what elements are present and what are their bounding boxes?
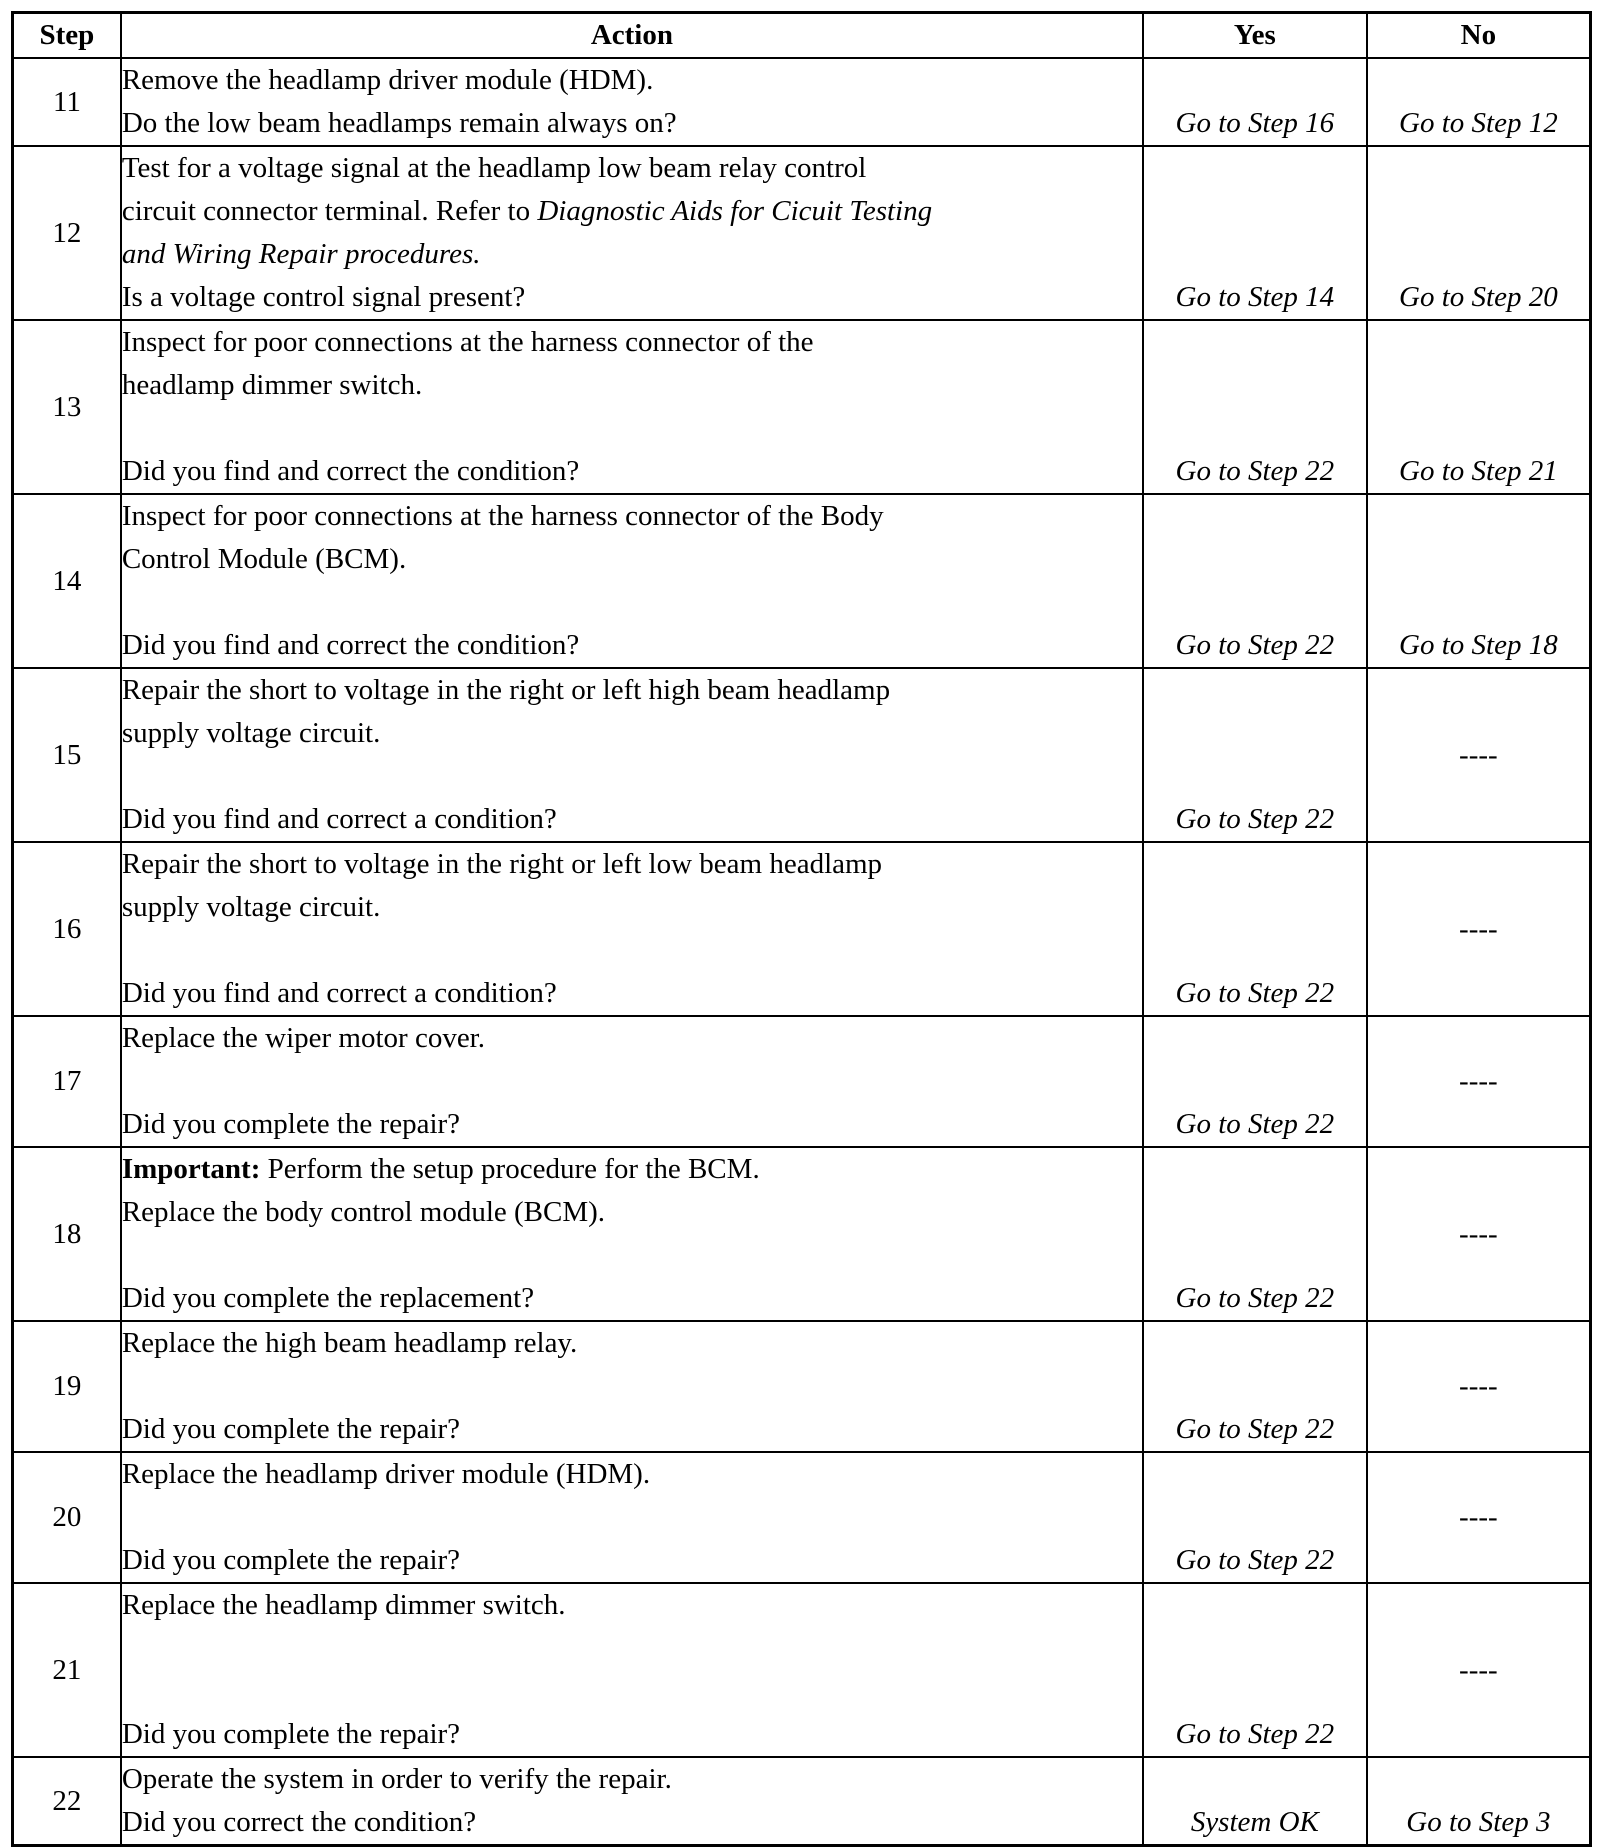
action-question: Did you complete the replacement? xyxy=(121,1282,535,1314)
yes-result: Go to Step 22 xyxy=(1143,1016,1367,1147)
important-note xyxy=(122,1148,1142,1191)
action-line: headlamp dimmer switch. xyxy=(121,369,423,401)
action-line: Replace the body control module (BCM). xyxy=(121,1196,606,1228)
action-cell xyxy=(121,494,1143,668)
step-number: 16 xyxy=(13,842,121,1016)
important-text: Perform the setup procedure for the BCM. xyxy=(260,1153,760,1185)
no-result: Go to Step 12 xyxy=(1367,58,1591,146)
action-cell xyxy=(121,320,1143,494)
action-line: Repair the short to voltage in the right or left high beam headlamp xyxy=(121,674,891,706)
no-result-empty: ---- xyxy=(1367,1321,1591,1452)
action-line: Replace the headlamp driver module (HDM). xyxy=(121,1458,651,1490)
action-line: Repair the short to voltage in the right or left low beam headlamp xyxy=(121,848,883,880)
table-row xyxy=(13,320,1591,494)
yes-result: Go to Step 22 xyxy=(1143,842,1367,1016)
table-row xyxy=(13,1757,1591,1846)
table-row xyxy=(13,1147,1591,1321)
important-label: Important: xyxy=(121,1153,261,1185)
action-question: Is a voltage control signal present? xyxy=(121,281,526,313)
action-line: supply voltage circuit. xyxy=(121,891,381,923)
action-line: Test for a voltage signal at the headlamp low beam relay control xyxy=(121,152,867,184)
table-row xyxy=(13,58,1591,146)
step-number: 12 xyxy=(13,146,121,320)
action-question: Did you complete the repair? xyxy=(121,1718,461,1750)
action-question: Did you find and correct a condition? xyxy=(121,977,557,1009)
table-row xyxy=(13,1321,1591,1452)
yes-result: Go to Step 16 xyxy=(1143,58,1367,146)
reference-link-text: Diagnostic Aids for Cicuit Testing xyxy=(537,195,933,227)
action-question: Did you find and correct the condition? xyxy=(121,629,580,661)
action-line: Inspect for poor connections at the harness connector of the Body xyxy=(121,500,884,532)
no-result: Go to Step 18 xyxy=(1367,494,1591,668)
column-header-action: Action xyxy=(121,13,1143,59)
no-result-empty: ---- xyxy=(1367,1147,1591,1321)
action-line: Replace the wiper motor cover. xyxy=(121,1022,485,1054)
diagnostic-steps-table xyxy=(11,11,1592,1847)
action-cell xyxy=(121,58,1143,146)
no-result-empty: ---- xyxy=(1367,1016,1591,1147)
action-line xyxy=(122,190,1142,233)
step-number: 17 xyxy=(13,1016,121,1147)
step-number: 22 xyxy=(13,1757,121,1846)
no-result-empty: ---- xyxy=(1367,842,1591,1016)
action-cell xyxy=(121,1452,1143,1583)
no-result-empty: ---- xyxy=(1367,1583,1591,1757)
yes-result: Go to Step 22 xyxy=(1143,1147,1367,1321)
step-number: 14 xyxy=(13,494,121,668)
table-row xyxy=(13,668,1591,842)
action-question: Did you find and correct the condition? xyxy=(121,455,580,487)
yes-result: Go to Step 22 xyxy=(1143,320,1367,494)
yes-result: Go to Step 14 xyxy=(1143,146,1367,320)
action-question: Did you complete the repair? xyxy=(121,1108,461,1140)
yes-result: Go to Step 22 xyxy=(1143,1452,1367,1583)
no-result-empty: ---- xyxy=(1367,1452,1591,1583)
table-header-row xyxy=(13,13,1591,59)
step-number: 18 xyxy=(13,1147,121,1321)
action-cell xyxy=(121,1321,1143,1452)
action-line: Control Module (BCM). xyxy=(121,543,407,575)
step-number: 19 xyxy=(13,1321,121,1452)
yes-result: Go to Step 22 xyxy=(1143,1583,1367,1757)
table-row xyxy=(13,1452,1591,1583)
no-result: Go to Step 3 xyxy=(1367,1757,1591,1846)
step-number: 13 xyxy=(13,320,121,494)
action-cell xyxy=(121,1757,1143,1846)
action-cell xyxy=(121,1583,1143,1757)
action-cell xyxy=(121,842,1143,1016)
step-number: 11 xyxy=(13,58,121,146)
table-row xyxy=(13,494,1591,668)
table-row xyxy=(13,842,1591,1016)
column-header-step: Step xyxy=(13,13,121,59)
action-question: Do the low beam headlamps remain always on? xyxy=(121,107,677,139)
action-line: supply voltage circuit. xyxy=(121,717,381,749)
yes-result: System OK xyxy=(1143,1757,1367,1846)
action-text: circuit connector terminal. Refer to xyxy=(121,195,538,227)
action-question: Did you correct the condition? xyxy=(121,1806,477,1838)
yes-result: Go to Step 22 xyxy=(1143,494,1367,668)
action-cell xyxy=(121,1147,1143,1321)
no-result: Go to Step 21 xyxy=(1367,320,1591,494)
step-number: 15 xyxy=(13,668,121,842)
step-number: 21 xyxy=(13,1583,121,1757)
yes-result: Go to Step 22 xyxy=(1143,668,1367,842)
table-row xyxy=(13,1583,1591,1757)
action-line: Inspect for poor connections at the harness connector of the xyxy=(121,326,814,358)
column-header-no: No xyxy=(1367,13,1591,59)
table-row xyxy=(13,146,1591,320)
column-header-yes: Yes xyxy=(1143,13,1367,59)
action-question: Did you find and correct a condition? xyxy=(121,803,557,835)
action-cell xyxy=(121,146,1143,320)
action-cell xyxy=(121,1016,1143,1147)
action-question: Did you complete the repair? xyxy=(121,1544,461,1576)
table-row xyxy=(13,1016,1591,1147)
action-line: Replace the high beam headlamp relay. xyxy=(121,1327,578,1359)
step-number: 20 xyxy=(13,1452,121,1583)
reference-link-text: and Wiring Repair procedures. xyxy=(121,238,481,270)
yes-result: Go to Step 22 xyxy=(1143,1321,1367,1452)
no-result-empty: ---- xyxy=(1367,668,1591,842)
action-question: Did you complete the repair? xyxy=(121,1413,461,1445)
action-line: Operate the system in order to verify the repair. xyxy=(121,1763,672,1795)
action-line: Replace the headlamp dimmer switch. xyxy=(121,1589,566,1621)
no-result: Go to Step 20 xyxy=(1367,146,1591,320)
action-cell xyxy=(121,668,1143,842)
action-line: Remove the headlamp driver module (HDM). xyxy=(121,64,654,96)
